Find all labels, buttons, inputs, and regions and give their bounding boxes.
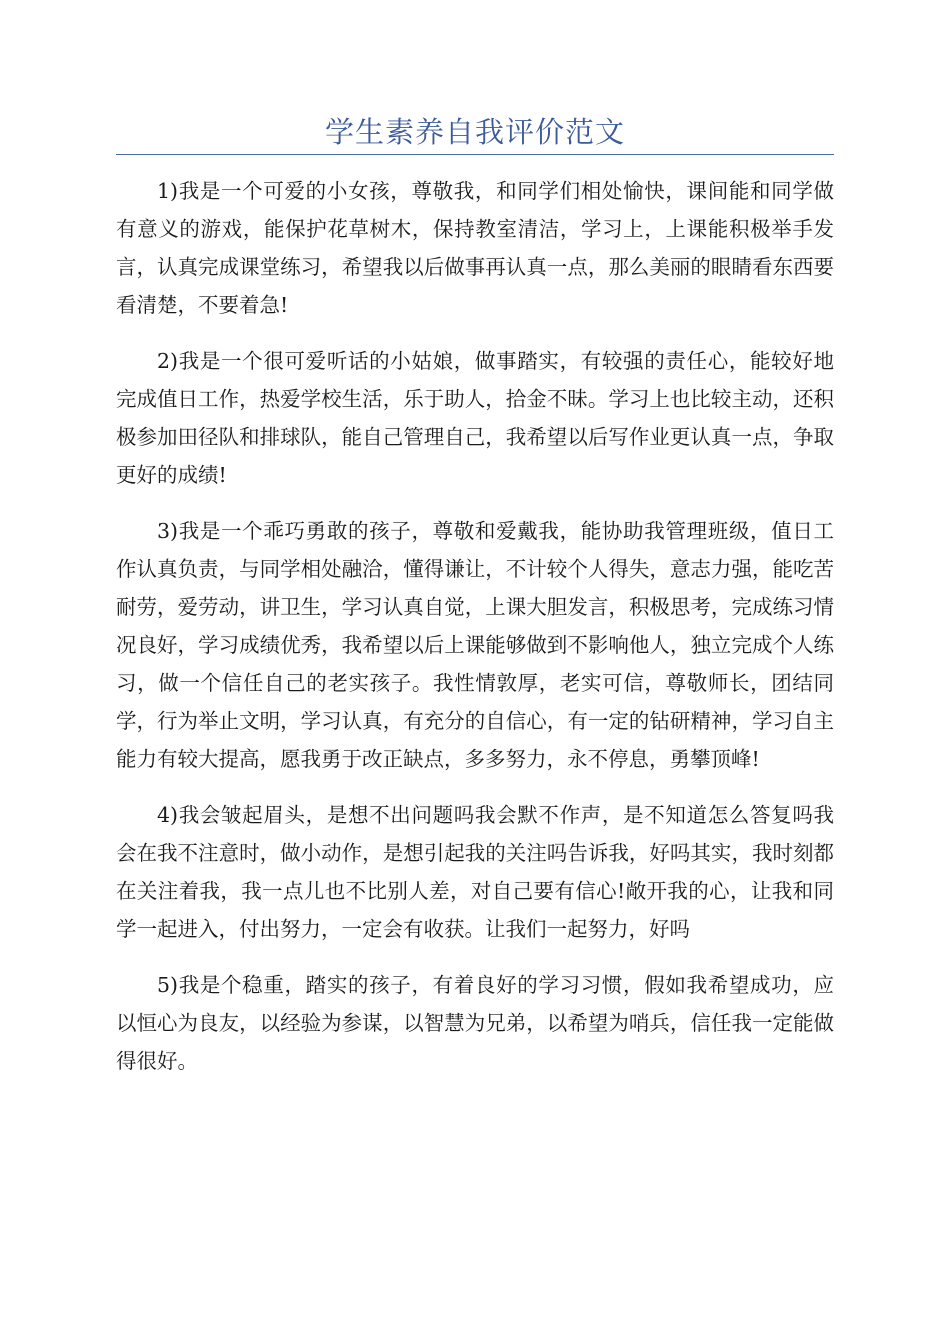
- document-body: [116, 172, 834, 1098]
- page-title: 学生素养自我评价范文: [324, 115, 625, 149]
- title-underline: [116, 154, 834, 155]
- paragraph-4: 4)我会皱起眉头，是想不出问题吗我会默不作声，是不知道怎么答复吗我会在我不注意时，做小动作，是想引起我的关注吗告诉我，好吗其实，我时刻都在关注着我，我一点儿也不比别人差，对自己要有信心!敞开我的心，让我和同学一起进入，付出努力，一定会有收获。让我们一起努力，好吗: [116, 803, 834, 941]
- paragraph-1: 1)我是一个可爱的小女孩，尊敬我，和同学们相处愉快，课间能和同学做有意义的游戏，能保护花草树木，保持教室清洁，学习上，上课能积极举手发言，认真完成课堂练习，希望我以后做事再认真一点，那么美丽的眼睛看东西要看清楚，不要着急!: [116, 179, 834, 317]
- paragraph-3: 3)我是一个乖巧勇敢的孩子，尊敬和爱戴我，能协助我管理班级，值日工作认真负责，与同学相处融洽，懂得谦让，不计较个人得失，意志力强，能吃苦耐劳，爱劳动，讲卫生，学习认真自觉，上课大胆发言，积极思考，完成练习情况良好，学习成绩优秀，我希望以后上课能够做到不影响他人，独立完成个人练习，做一个信任自己的老实孩子。我性情敦厚，老实可信，尊敬师长，团结同学，行为举止文明，学习认真，有充分的自信心，有一定的钻研精神，学习自主能力有较大提高，愿我勇于改正缺点，多多努力，永不停息，勇攀顶峰!: [116, 519, 834, 771]
- paragraph-5: 5)我是个稳重，踏实的孩子，有着良好的学习习惯，假如我希望成功，应以恒心为良友，以经验为参谋，以智慧为兄弟，以希望为哨兵，信任我一定能做得很好。: [116, 973, 834, 1073]
- paragraph-2: 2)我是一个很可爱听话的小姑娘，做事踏实，有较强的责任心，能较好地完成值日工作，热爱学校生活，乐于助人，拾金不昧。学习上也比较主动，还积极参加田径队和排球队，能自己管理自己，我希望以后写作业更认真一点，争取更好的成绩!: [116, 349, 834, 487]
